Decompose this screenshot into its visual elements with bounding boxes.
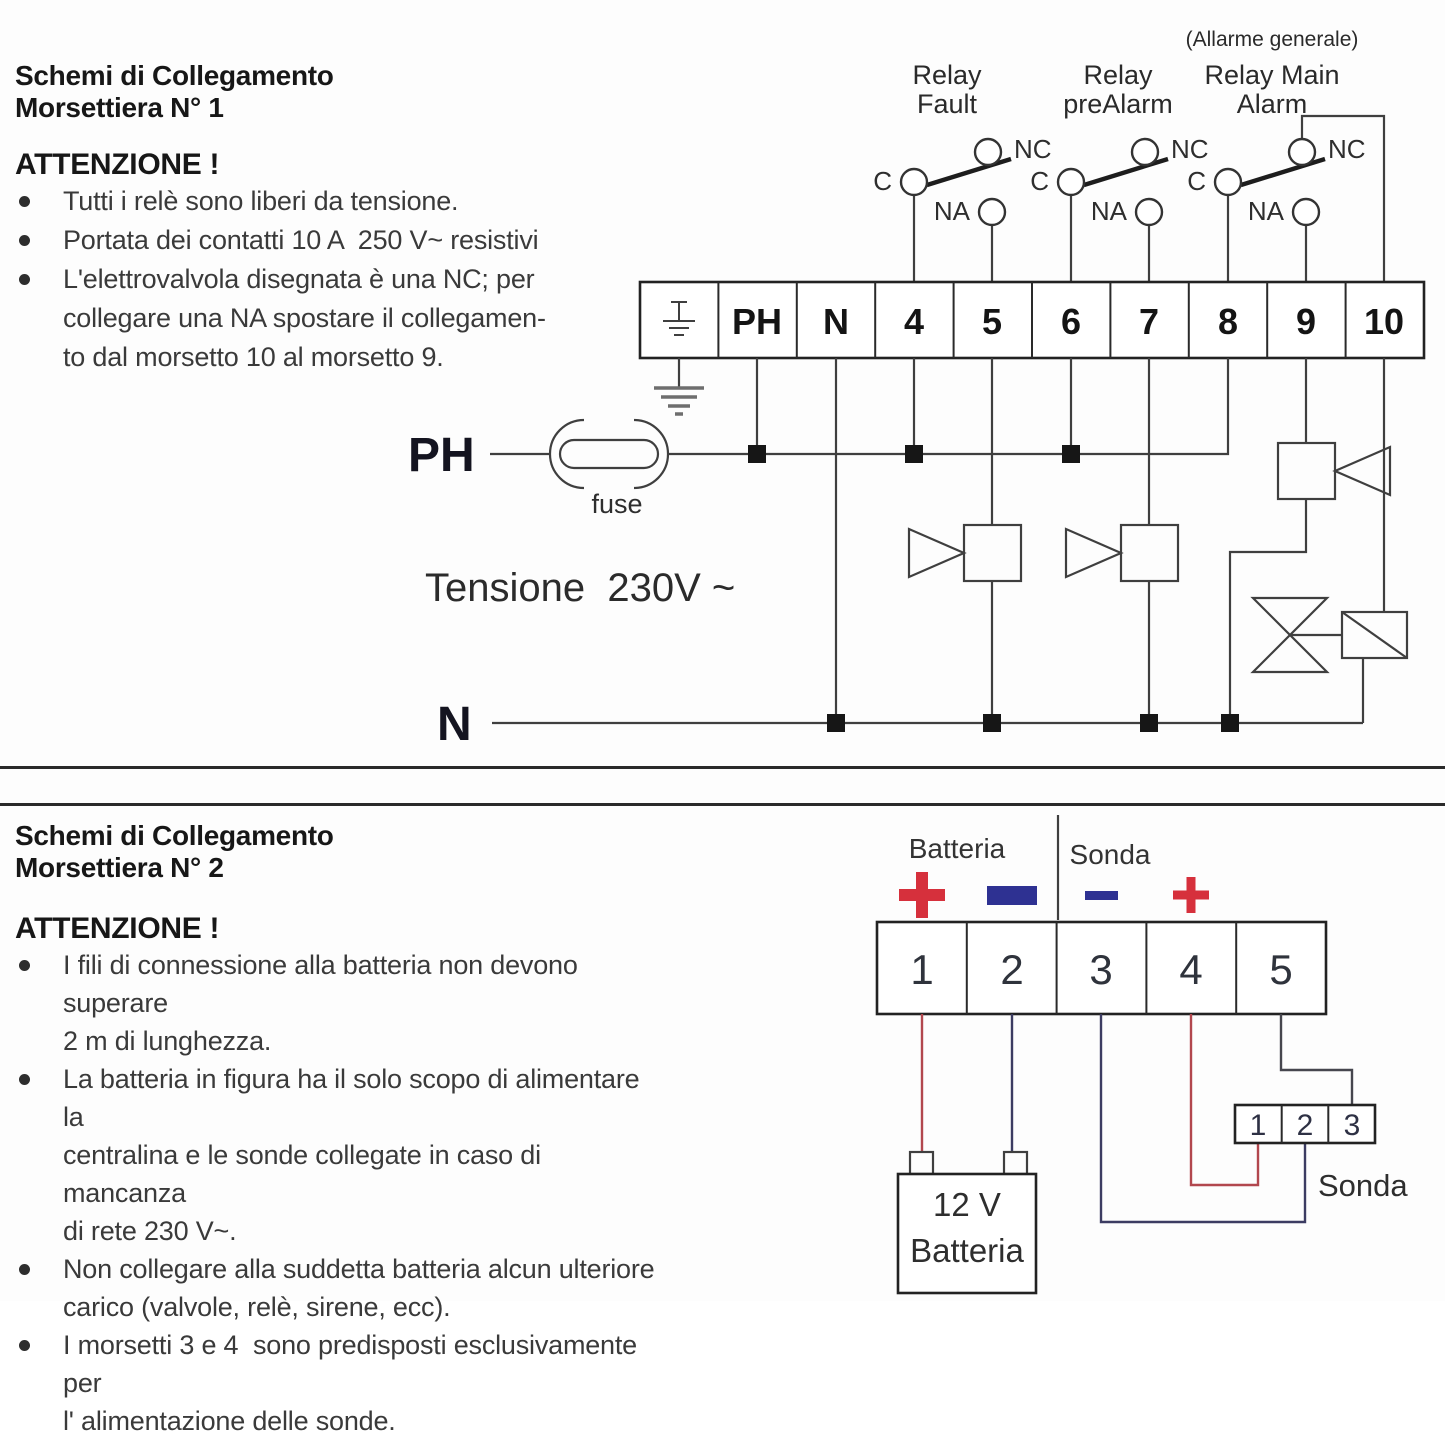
siren-body — [1278, 443, 1335, 499]
junction-dot — [1140, 714, 1158, 732]
relay-fault-label: Relay — [912, 60, 982, 90]
bullet-text-line: 2 m di lunghezza. — [63, 1026, 272, 1056]
terminal-ph: PH — [731, 301, 783, 342]
relay-c-terminal — [1058, 169, 1084, 195]
sonda-connector-block — [1235, 1105, 1375, 1143]
voltage-label: Tensione 230V ~ — [425, 566, 736, 610]
siren-icon — [1066, 525, 1178, 581]
wiring-diagram-2 — [0, 800, 1445, 1301]
sonda-terminal-3: 3 — [1343, 1109, 1361, 1142]
battery-label-text: Batteria — [910, 1232, 1024, 1269]
bullet-dot — [19, 1340, 30, 1351]
junction-dot — [1221, 714, 1239, 732]
c-label: C — [873, 166, 892, 196]
siren3-return-wire — [1230, 499, 1306, 723]
na-label: NA — [1247, 196, 1284, 226]
sonda-terminal-1: 1 — [1249, 1109, 1267, 1142]
battery-post — [910, 1152, 933, 1174]
siren-icon — [909, 525, 1021, 581]
section2-title-line1: Schemi di Collegamento — [15, 820, 334, 851]
relay-main-alarm-label: Alarm — [1236, 89, 1308, 119]
relay-na-terminal — [979, 199, 1005, 225]
ground-bars — [654, 388, 704, 414]
c-label: C — [1030, 166, 1049, 196]
ph-bus-wire — [668, 358, 1228, 454]
battery-post — [1004, 1152, 1027, 1174]
section-divider-rule — [0, 766, 1445, 769]
ground-symbol-icon — [654, 388, 704, 414]
siren-horn — [1335, 447, 1390, 495]
fuse-body — [560, 440, 658, 468]
bullet-text: Portata dei contatti 10 A 250 V~ resistivi — [63, 225, 539, 255]
n-line-label: N — [437, 698, 472, 751]
relay-main-alarm-contact-icon — [1187, 116, 1384, 282]
bullet-text-line: L'elettrovalvola disegnata è una NC; per — [63, 264, 535, 294]
relay-contact-blade — [927, 159, 1011, 185]
section1-attention: ATTENZIONE ! — [15, 148, 220, 181]
battery-icon — [898, 1152, 1036, 1293]
terminal-10: 10 — [1363, 301, 1405, 342]
terminal-2: 2 — [1000, 946, 1024, 993]
relay-na-terminal — [1136, 199, 1162, 225]
ph-line-label: PH — [408, 429, 475, 482]
terminal-strip-1 — [640, 282, 1424, 358]
junction-dot — [827, 714, 845, 732]
siren-horn — [1066, 529, 1121, 577]
relay-nc-terminal — [1289, 139, 1315, 165]
terminal-9: 9 — [1295, 301, 1317, 342]
bullet-text-line: collegare una NA spostare il collegamen- — [63, 303, 546, 333]
bullet-text-line: carico (valvole, relè, sirene, ecc). — [63, 1292, 451, 1322]
siren-body — [1121, 525, 1178, 581]
terminal-8: 8 — [1217, 301, 1239, 342]
bullet-text-line: La batteria in figura ha il solo scopo di alimentare la — [63, 1064, 640, 1132]
fuse-label: fuse — [591, 489, 643, 519]
bullet-text-line: Non collegare alla suddetta batteria alcun ulteriore — [63, 1254, 655, 1284]
battery-voltage-text: 12 V — [933, 1186, 1001, 1223]
fuse-icon — [550, 420, 668, 488]
section1-title-line1: Schemi di Collegamento — [15, 60, 334, 91]
relay-prealarm-label: preAlarm — [1063, 89, 1173, 119]
terminal-strip-2 — [877, 922, 1326, 1014]
fuse-right-arc — [634, 420, 668, 488]
relay-main-alarm-label: Relay Main — [1204, 60, 1340, 90]
bullet-text-line: I morsetti 3 e 4 sono predisposti esclusivamente per — [63, 1330, 637, 1398]
section1-title-line2: Morsettiera N° 1 — [15, 92, 224, 123]
solenoid-coil-icon — [1342, 612, 1407, 658]
plus-symbol-icon — [899, 872, 945, 918]
batteria-group-label: Batteria — [908, 833, 1006, 864]
na-label: NA — [1090, 196, 1127, 226]
sonda-group-label: Sonda — [1069, 839, 1151, 870]
valve-lower-triangle — [1253, 635, 1327, 672]
bullet-text-line: l' alimentazione delle sonde. — [63, 1406, 396, 1436]
bullet-text-line: di rete 230 V~. — [63, 1216, 237, 1246]
bullet-text-line: I fili di connessione alla batteria non devono superare — [63, 950, 578, 1018]
sonda-terminal-2: 2 — [1296, 1109, 1314, 1142]
bullet-text-line: to dal morsetto 10 al morsetto 9. — [63, 342, 444, 372]
plus-strokes — [1173, 877, 1209, 913]
terminal-1: 1 — [910, 946, 934, 993]
junction-dot — [983, 714, 1001, 732]
na-label: NA — [933, 196, 970, 226]
relay-prealarm-contact-icon — [1030, 134, 1208, 282]
relay-c-terminal — [1215, 169, 1241, 195]
section2-title-line2: Morsettiera N° 2 — [15, 852, 224, 883]
sonda-positive-wire — [1191, 1014, 1258, 1185]
relay-na-terminal — [1293, 199, 1319, 225]
sonda-signal-wire — [1281, 1014, 1352, 1105]
relay-nc-terminal — [1132, 139, 1158, 165]
bullet-text: Tutti i relè sono liberi da tensione. — [63, 186, 459, 216]
terminal-n: N — [823, 301, 849, 342]
relay-fault-contact-icon — [873, 134, 1051, 282]
minus-symbol-icon — [1085, 891, 1118, 900]
junction-dot — [1062, 445, 1080, 463]
plus-symbol-icon — [1173, 877, 1209, 913]
nc-label: NC — [1171, 134, 1209, 164]
relay-c-terminal — [901, 169, 927, 195]
siren-horn — [909, 529, 964, 577]
relay-nc-terminal — [975, 139, 1001, 165]
minus-symbol-icon — [987, 886, 1037, 905]
c-label: C — [1187, 166, 1206, 196]
terminal-5: 5 — [981, 301, 1003, 342]
terminal-4: 4 — [903, 301, 925, 342]
terminal-6: 6 — [1060, 301, 1082, 342]
nc-label: NC — [1328, 134, 1366, 164]
junction-dot — [905, 445, 923, 463]
relay-fault-label: Fault — [916, 89, 978, 119]
siren-icon — [1278, 443, 1390, 499]
terminal-3: 3 — [1089, 946, 1113, 993]
fuse-left-arc — [550, 420, 584, 488]
section2-attention: ATTENZIONE ! — [15, 912, 220, 945]
terminal-5: 5 — [1269, 946, 1293, 993]
junction-dot — [748, 445, 766, 463]
bullet-text-line: centralina e le sonde collegate in caso di mancanza — [63, 1140, 541, 1208]
plus-strokes — [899, 872, 945, 918]
terminal-7: 7 — [1138, 301, 1160, 342]
list-item — [15, 1326, 655, 1440]
terminal-4: 4 — [1179, 946, 1203, 993]
relay-contact-blade — [1241, 159, 1325, 185]
nc-label: NC — [1014, 134, 1052, 164]
sonda-caption: Sonda — [1318, 1168, 1408, 1203]
siren-body — [964, 525, 1021, 581]
relay-prealarm-label: Relay — [1083, 60, 1153, 90]
valve-upper-triangle — [1253, 598, 1327, 635]
allarme-generale-label: (Allarme generale) — [1185, 28, 1359, 51]
coil-diagonal — [1342, 612, 1407, 658]
relay-contact-blade — [1084, 159, 1168, 185]
